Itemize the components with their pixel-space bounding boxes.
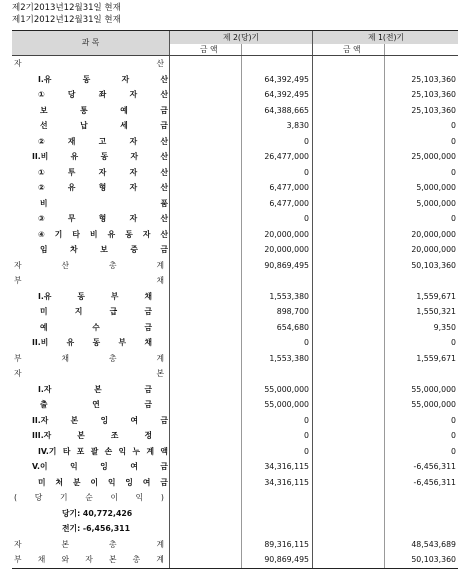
current-amount: 20,000,000 <box>264 229 309 239</box>
current-amount: 26,477,000 <box>264 152 309 161</box>
current-amount: 0 <box>304 167 309 177</box>
current-amount: 898,700 <box>276 307 309 316</box>
table-row <box>12 258 458 274</box>
account-cell <box>12 118 169 134</box>
account-label: 미 지 급 금 <box>40 307 152 316</box>
current-amount: 34,316,115 <box>264 477 309 487</box>
table-row <box>12 180 458 196</box>
account-cell <box>12 444 169 460</box>
table-row <box>12 118 458 134</box>
current-amount-cell <box>169 366 312 382</box>
table-row <box>12 289 458 305</box>
current-amount-cell <box>169 72 312 88</box>
account-label: ③ 무 형 자 산 <box>38 214 168 223</box>
current-amount: 64,392,495 <box>264 90 309 99</box>
previous-amount-cell <box>312 413 459 429</box>
current-amount-cell <box>169 118 312 134</box>
account-cell <box>12 413 169 429</box>
account-label: II.자 본 잉 여 금 <box>32 415 168 425</box>
table-row <box>12 366 458 382</box>
account-cell <box>12 149 169 165</box>
table-row <box>12 87 458 103</box>
current-amount-cell <box>169 537 312 553</box>
account-label: ② 재 고 자 산 <box>38 136 168 146</box>
account-column-header <box>12 31 169 55</box>
previous-amount-cell <box>312 103 459 119</box>
current-amount-cell <box>169 397 312 413</box>
current-amount-cell <box>169 521 312 537</box>
account-label: ④ 기 타 비 유 동 자 산 <box>38 229 168 239</box>
current-amount: 55,000,000 <box>264 384 309 394</box>
current-amount: 1,553,380 <box>269 291 309 301</box>
previous-amount-cell <box>312 72 459 88</box>
account-label: 예 수 금 <box>40 322 152 332</box>
current-amount-cell <box>169 552 312 568</box>
table-row <box>12 149 458 165</box>
table-row <box>12 521 458 537</box>
previous-amount-cell <box>312 490 459 506</box>
table-header-row <box>12 31 458 47</box>
previous-amount-cell <box>312 118 459 134</box>
account-label: 출 연 금 <box>40 400 152 409</box>
account-cell <box>12 320 169 336</box>
account-label: 자 산 총 계 <box>14 260 164 270</box>
account-cell <box>12 428 169 444</box>
current-amount: 6,477,000 <box>269 183 309 192</box>
account-label: 보 통 예 금 <box>40 105 168 115</box>
previous-amount: 25,103,360 <box>411 74 456 84</box>
previous-amount: 1,550,321 <box>416 307 456 316</box>
previous-amount-cell <box>312 475 459 491</box>
previous-amount-cell <box>312 196 459 212</box>
balance-sheet-table <box>12 30 458 569</box>
previous-amount-cell <box>312 134 459 150</box>
account-label: II.비 유 동 자 산 <box>32 152 168 161</box>
previous-amount-cell <box>312 180 459 196</box>
previous-amount: 5,000,000 <box>416 183 456 192</box>
current-amount: 654,680 <box>276 322 309 332</box>
current-amount-cell <box>169 459 312 475</box>
current-amount-cell <box>169 180 312 196</box>
previous-amount: 20,000,000 <box>411 229 456 239</box>
account-cell <box>12 180 169 196</box>
current-amount-cell <box>169 211 312 227</box>
table-row <box>12 397 458 413</box>
previous-amount-cell <box>312 444 459 460</box>
report-date-current: 제2기2013년12월31일 현재 <box>12 3 121 13</box>
account-cell <box>12 351 169 367</box>
previous-amount: 9,350 <box>433 322 456 332</box>
table-row <box>12 103 458 119</box>
previous-amount-cell <box>312 521 459 537</box>
account-label: III.자 본 조 정 <box>32 431 152 440</box>
account-cell <box>12 289 169 305</box>
current-amount: 89,316,115 <box>264 539 309 549</box>
table-row <box>12 506 458 522</box>
table-row <box>12 165 458 181</box>
table-row <box>12 273 458 289</box>
current-amount: 55,000,000 <box>264 400 309 409</box>
table-body <box>12 56 458 568</box>
account-cell <box>12 56 169 72</box>
previous-amount: 1,559,671 <box>416 291 456 301</box>
previous-amount-cell <box>312 320 459 336</box>
current-amount-cell <box>169 444 312 460</box>
current-amount-cell <box>169 335 312 351</box>
current-amount: 90,869,495 <box>264 260 309 270</box>
current-amount-cell <box>169 87 312 103</box>
current-amount: 0 <box>304 214 309 223</box>
previous-amount-cell <box>312 552 459 568</box>
current-amount-cell <box>169 134 312 150</box>
account-cell <box>12 273 169 289</box>
previous-amount: -6,456,311 <box>413 462 456 471</box>
previous-amount-cell <box>312 459 459 475</box>
account-label: ② 유 형 자 산 <box>38 183 168 192</box>
table-row <box>12 134 458 150</box>
current-amount: 64,388,665 <box>264 105 309 115</box>
account-cell <box>12 304 169 320</box>
current-amount: 1,553,380 <box>269 353 309 363</box>
current-amount: 20,000,000 <box>264 245 309 254</box>
account-cell <box>12 72 169 88</box>
previous-amount: 0 <box>451 167 456 177</box>
current-amount-cell <box>169 320 312 336</box>
previous-amount: 50,103,360 <box>411 555 456 564</box>
account-cell <box>12 537 169 553</box>
account-cell <box>12 366 169 382</box>
account-label: 자 본 총 계 <box>14 539 164 549</box>
previous-amount-cell <box>312 397 459 413</box>
current-amount: 64,392,495 <box>264 74 309 84</box>
table-row <box>12 320 458 336</box>
current-amount-cell <box>169 149 312 165</box>
account-label: I.유 동 자 산 <box>38 74 168 84</box>
table-row <box>12 242 458 258</box>
previous-amount-cell <box>312 537 459 553</box>
account-label: I.자 본 금 <box>38 384 152 394</box>
account-label: 당기: 40,772,426 <box>62 508 133 518</box>
previous-amount-cell <box>312 335 459 351</box>
table-row <box>12 413 458 429</box>
previous-amount: 5,000,000 <box>416 198 456 208</box>
previous-amount-cell <box>312 351 459 367</box>
previous-amount: 48,543,689 <box>411 539 456 549</box>
current-amount: 0 <box>304 415 309 425</box>
table-row <box>12 382 458 398</box>
account-cell <box>12 459 169 475</box>
account-cell <box>12 211 169 227</box>
previous-amount-cell <box>312 87 459 103</box>
account-cell <box>12 552 169 568</box>
account-label: 부 채 <box>14 276 164 285</box>
current-amount-cell <box>169 382 312 398</box>
current-amount-cell <box>169 289 312 305</box>
current-amount-header: 금 액 <box>200 45 218 54</box>
current-period-header: 제 2(당)기 <box>169 31 312 45</box>
account-label: 비 품 <box>40 198 168 208</box>
previous-amount-cell <box>312 149 459 165</box>
previous-amount-cell <box>312 289 459 305</box>
previous-amount-cell <box>312 366 459 382</box>
account-cell <box>12 258 169 274</box>
current-amount-cell <box>169 258 312 274</box>
table-row <box>12 196 458 212</box>
current-amount-cell <box>169 428 312 444</box>
previous-amount-cell <box>312 242 459 258</box>
previous-period-header: 제 1(전)기 <box>312 31 459 45</box>
previous-amount-cell <box>312 56 459 72</box>
previous-amount-cell <box>312 428 459 444</box>
current-amount-cell <box>169 196 312 212</box>
current-amount-cell <box>169 165 312 181</box>
account-cell <box>12 134 169 150</box>
table-row <box>12 490 458 506</box>
table-row <box>12 537 458 553</box>
current-amount-cell <box>169 351 312 367</box>
current-amount: 0 <box>304 136 309 146</box>
previous-amount: 25,000,000 <box>411 152 456 161</box>
account-label: 임 차 보 증 금 <box>40 245 168 254</box>
current-amount: 0 <box>304 431 309 440</box>
previous-amount-cell <box>312 258 459 274</box>
account-label: ① 투 자 자 산 <box>38 167 168 177</box>
current-amount: 90,869,495 <box>264 555 309 564</box>
previous-amount: 25,103,360 <box>411 105 456 115</box>
previous-amount-cell <box>312 211 459 227</box>
account-label: 선 납 세 금 <box>40 121 168 130</box>
account-label: 부 채 총 계 <box>14 353 164 363</box>
account-label: ( 당 기 순 이 익 ) <box>14 493 164 502</box>
current-amount: 6,477,000 <box>269 198 309 208</box>
table-row <box>12 211 458 227</box>
previous-amount-cell <box>312 506 459 522</box>
account-label: I.유 동 부 채 <box>38 291 152 301</box>
report-date-previous: 제1기2012년12월31일 현재 <box>12 15 121 25</box>
account-cell <box>12 242 169 258</box>
account-header-label: 과 목 <box>81 38 100 47</box>
previous-amount: 55,000,000 <box>411 384 456 394</box>
current-amount: 0 <box>304 446 309 456</box>
table-row <box>12 552 458 568</box>
account-cell <box>12 490 169 506</box>
account-label: 전기: -6,456,311 <box>62 524 131 533</box>
account-cell <box>12 521 169 537</box>
previous-amount: 50,103,360 <box>411 260 456 270</box>
previous-amount-header: 금 액 <box>343 45 361 54</box>
account-label: 부 채 와 자 본 총 계 <box>14 555 164 564</box>
account-label: IV.기 타 포 괄 손 익 누 계 액 <box>38 446 168 456</box>
previous-amount: 0 <box>451 446 456 456</box>
table-row <box>12 72 458 88</box>
current-amount-cell <box>169 273 312 289</box>
previous-amount: 0 <box>451 338 456 347</box>
account-label: 자 산 <box>14 59 164 68</box>
current-amount-cell <box>169 490 312 506</box>
account-label: ① 당 좌 자 산 <box>38 90 168 99</box>
account-cell <box>12 103 169 119</box>
table-row <box>12 227 458 243</box>
current-amount-cell <box>169 304 312 320</box>
previous-amount: 20,000,000 <box>411 245 456 254</box>
current-amount: 0 <box>304 338 309 347</box>
account-cell <box>12 227 169 243</box>
current-amount-cell <box>169 506 312 522</box>
account-label: V.이 익 잉 여 금 <box>32 462 168 471</box>
previous-amount: 1,559,671 <box>416 353 456 363</box>
current-amount-cell <box>169 475 312 491</box>
account-cell <box>12 335 169 351</box>
current-amount: 3,830 <box>286 121 309 130</box>
current-amount: 34,316,115 <box>264 462 309 471</box>
account-cell <box>12 397 169 413</box>
previous-amount: 0 <box>451 121 456 130</box>
current-amount-cell <box>169 242 312 258</box>
table-row <box>12 444 458 460</box>
previous-amount: 25,103,360 <box>411 90 456 99</box>
current-amount-cell <box>169 227 312 243</box>
previous-amount: 0 <box>451 214 456 223</box>
table-row <box>12 56 458 72</box>
table-row <box>12 351 458 367</box>
current-amount-cell <box>169 413 312 429</box>
account-cell <box>12 87 169 103</box>
table-row <box>12 304 458 320</box>
current-amount-cell <box>169 56 312 72</box>
account-cell <box>12 475 169 491</box>
account-cell <box>12 196 169 212</box>
previous-amount-cell <box>312 227 459 243</box>
previous-amount-cell <box>312 273 459 289</box>
account-cell <box>12 165 169 181</box>
table-row <box>12 428 458 444</box>
previous-amount: 0 <box>451 431 456 440</box>
previous-amount: 0 <box>451 415 456 425</box>
previous-amount-cell <box>312 382 459 398</box>
table-row <box>12 475 458 491</box>
previous-amount-cell <box>312 304 459 320</box>
account-cell <box>12 382 169 398</box>
previous-amount: 0 <box>451 136 456 146</box>
account-cell <box>12 506 169 522</box>
table-row <box>12 335 458 351</box>
account-label: 자 본 <box>14 369 164 378</box>
current-amount-cell <box>169 103 312 119</box>
account-label: 미 처 분 이 익 잉 여 금 <box>38 477 168 487</box>
previous-amount-cell <box>312 165 459 181</box>
table-row <box>12 459 458 475</box>
account-label: II.비 유 동 부 채 <box>32 338 152 347</box>
previous-amount: -6,456,311 <box>413 477 456 487</box>
previous-amount: 55,000,000 <box>411 400 456 409</box>
